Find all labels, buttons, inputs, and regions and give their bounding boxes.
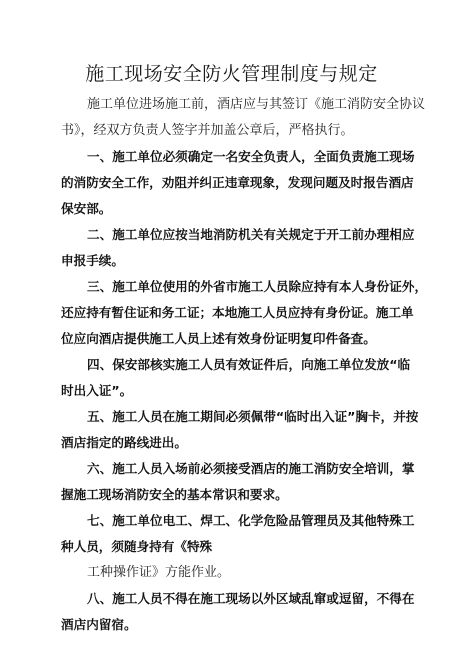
text-line: 酒店内留宿。 — [61, 617, 137, 632]
paragraph-rule-2 — [61, 222, 415, 274]
paragraph-rule-8 — [61, 586, 415, 638]
text-line: 的消防安全工作，劝阻并纠正违章现象，发现问题及时报告酒店 — [61, 175, 414, 190]
text-line: 五、施工人员在施工期间必须佩带“临时出入证”胸卡，并按 — [87, 409, 419, 424]
paragraph-rule-3 — [61, 274, 428, 352]
paragraph-rule-7-continuation — [61, 560, 411, 586]
text-line: 六、施工人员入场前必须接受酒店的施工消防安全培训，掌 — [87, 461, 415, 476]
text-line: 位应向酒店提供施工人员上述有效身份证明复印件备查。 — [61, 331, 376, 346]
text-line: 一、施工单位必须确定一名安全负责人，全面负责施工现场 — [87, 149, 415, 164]
paragraph-intro — [61, 92, 426, 144]
text-line: 四、保安部核实施工人员有效证件后，向施工单位发放“临 — [87, 357, 411, 372]
text-line: 酒店指定的路线进出。 — [61, 435, 187, 450]
text-line: 时出入证”。 — [61, 383, 133, 398]
paragraph-rule-5 — [61, 404, 419, 456]
paragraph-rule-4 — [61, 352, 411, 404]
text-line: 工种操作证》方能作业。 — [87, 565, 231, 580]
text-line: 书》，经双方负责人签字并加盖公章后，严格执行。 — [61, 123, 354, 138]
text-line: 三、施工单位使用的外省市施工人员除应持有本人身份证外， — [87, 279, 428, 294]
page-title: 施工现场安全防火管理制度与规定 — [85, 63, 378, 85]
text-line: 八、施工人员不得在施工现场以外区域乱窜或逗留，不得在 — [87, 591, 415, 606]
text-line: 还应持有暂住证和务工证；本地施工人员应持有身份证。施工单 — [61, 305, 414, 320]
text-line: 种人员，须随身持有《特殊 — [61, 539, 213, 554]
paragraph-rule-7 — [61, 508, 415, 560]
paragraph-rule-6 — [61, 456, 415, 508]
paragraph-rule-1 — [61, 144, 415, 222]
text-line: 二、施工单位应按当地消防机关有关规定于开工前办理相应 — [87, 227, 415, 242]
document-body — [61, 92, 428, 638]
text-line: 申报手续。 — [61, 253, 124, 268]
text-line: 保安部。 — [61, 201, 112, 216]
text-line: 施工单位进场施工前，酒店应与其签订《施工消防安全协议 — [87, 97, 426, 112]
text-line: 七、施工单位电工、焊工、化学危险品管理员及其他特殊工 — [87, 513, 415, 528]
text-line: 握施工现场消防安全的基本常识和要求。 — [61, 487, 288, 502]
